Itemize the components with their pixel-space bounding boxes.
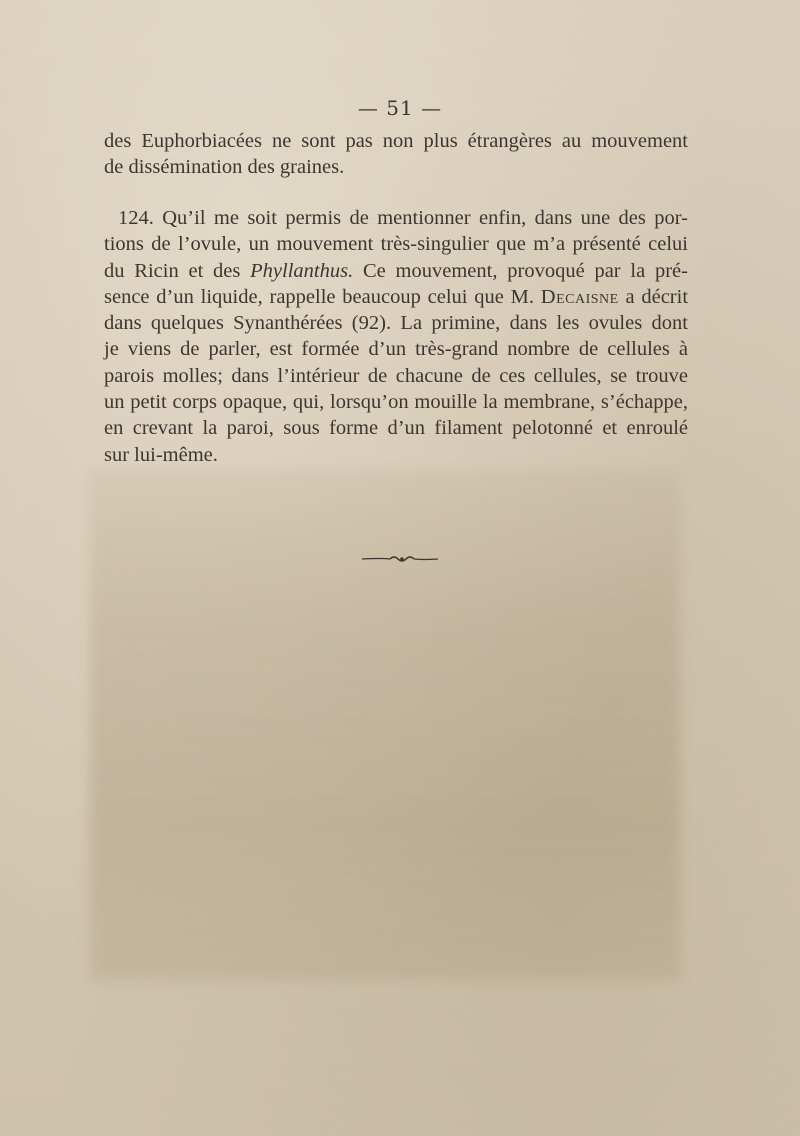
text-line: un petit corps opaque, qui, lorsqu’on mouille la membrane, s’échappe, (104, 391, 688, 414)
paragraph-continued (104, 128, 688, 181)
text-line (104, 284, 688, 310)
text-line: 124. Qu’il me soit permis de mentionner enfin, dans une des por- (118, 207, 688, 229)
paragraph-124 (104, 205, 688, 468)
text-segment: sence d’un liquide, rappelle beaucoup celui que M. (104, 285, 534, 308)
text-segment: du Ricin et des (104, 259, 251, 282)
page-number: — 51 — (357, 96, 443, 120)
show-through-stain (90, 470, 680, 980)
text-segment: a décrit (625, 285, 689, 308)
text-line (104, 258, 688, 284)
text-line: en crevant la paroi, sous forme d’un filament pelotonné et enroulé (104, 417, 688, 440)
text-line: je viens de parler, est formée d’un très-grand nombre de cellules à (104, 338, 688, 361)
text-line: sur lui-même. (104, 443, 218, 466)
text-line: parois molles; dans l’intérieur de chacune de ces cellules, se trouve (104, 364, 688, 387)
text-segment: Ce mouvement, provoqué par la pré- (353, 259, 688, 282)
text-line: des Euphorbiacées ne sont pas non plus étrangères au mouvement (104, 130, 688, 152)
text-line: de dissémination des graines. (104, 156, 345, 179)
text-line: tions de l’ovule, un mouvement très-singulier que m’a présenté celui (104, 233, 688, 256)
author-name: Decaisne (540, 285, 619, 308)
ornament-divider-icon (360, 552, 440, 566)
text-line: dans quelques Synanthérées (92). La primine, dans les ovules dont (104, 312, 688, 335)
genus-name: Phyllanthus. (250, 259, 354, 282)
